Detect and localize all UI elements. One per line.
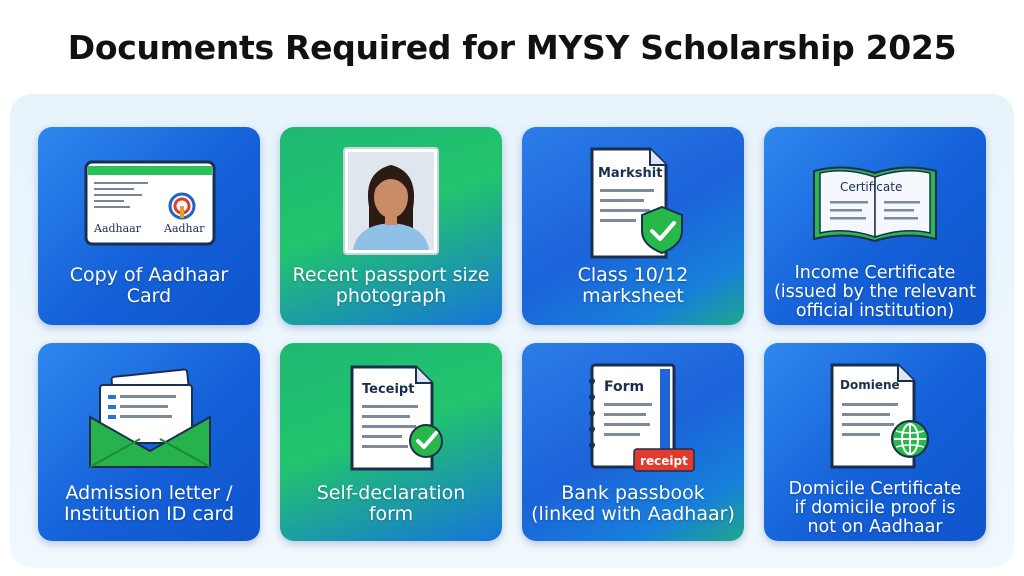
- card-aadhaar-label: Copy of Aadhaar Card: [69, 264, 229, 307]
- card-marksheet-label: Class 10/12 marksheet: [577, 264, 689, 307]
- card-declaration: [280, 343, 502, 541]
- passbook-card-text: Form: [604, 379, 645, 395]
- card-domicile: [764, 343, 986, 541]
- passbook-icon: [580, 361, 700, 479]
- marksheet-icon: [586, 145, 686, 263]
- card-declaration-label: Self-declaration form: [316, 482, 466, 525]
- envelope-letter-icon: [86, 367, 214, 471]
- card-passbook-label: Bank passbook (linked with Aadhaar): [531, 482, 735, 525]
- card-domicile-label: Domicile Certificate if domicile proof is not on Aadhaar: [788, 479, 962, 537]
- aadhaar-card-text-1: Aadhaar: [94, 222, 142, 235]
- certificate-book-icon: [810, 161, 940, 247]
- card-photo: [280, 127, 502, 325]
- certificate-card-text: Certificate: [840, 180, 903, 194]
- card-marksheet: [522, 127, 744, 325]
- aadhaar-card-icon: [84, 160, 216, 246]
- card-photo-label: Recent passport size photograph: [292, 264, 490, 307]
- aadhaar-card-text-2: Aadhar: [164, 222, 205, 235]
- card-admission-label: Admission letter / Institution ID card: [63, 482, 235, 525]
- card-passbook: [522, 343, 744, 541]
- globe-document-icon: [828, 361, 938, 473]
- card-aadhaar: [38, 127, 260, 325]
- page-title: Documents Required for MYSY Scholarship 2025: [67, 28, 957, 67]
- marksheet-card-text: Markshit: [598, 166, 663, 181]
- domicile-card-text: Domiene: [840, 378, 900, 392]
- receipt-tag-text: receipt: [640, 454, 688, 468]
- card-income-label: Income Certificate (issued by the relevant official institution): [773, 263, 976, 321]
- passport-photo-icon: [343, 147, 439, 255]
- declaration-card-text: Teceipt: [362, 382, 415, 397]
- declaration-form-icon: [346, 363, 450, 475]
- card-income: [764, 127, 986, 325]
- card-admission: [38, 343, 260, 541]
